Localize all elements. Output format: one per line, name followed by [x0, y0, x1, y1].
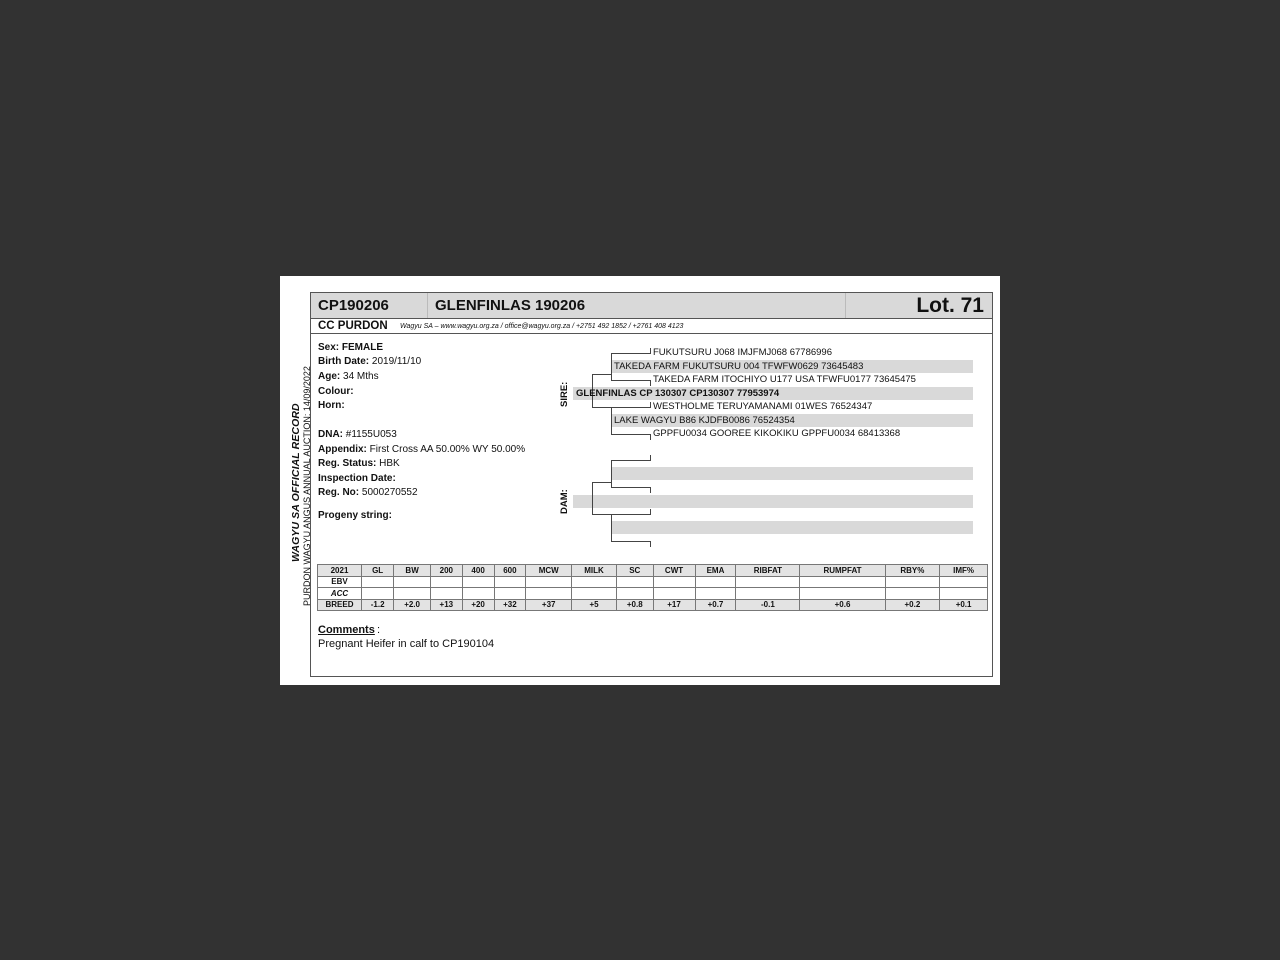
- ebv-cell: [736, 576, 800, 588]
- ebv-col-rby: RBY%: [885, 565, 940, 577]
- breed-row-label: BREED: [318, 599, 362, 611]
- animal-code: CP190206: [311, 293, 428, 318]
- ebv-cell: [394, 576, 431, 588]
- dam-label: DAM:: [559, 489, 570, 514]
- sdd-connector: [611, 434, 651, 435]
- sire-bracket-top: [592, 374, 611, 375]
- owner-name: CC PURDON: [318, 320, 388, 332]
- sire-dam-bracket: [611, 407, 612, 435]
- ebv-col-ribfat: RIBFAT: [736, 565, 800, 577]
- acc-cell: [800, 588, 885, 600]
- sire-sire-bracket-upper: [611, 353, 612, 367]
- sire-sire-bracket-lower: [611, 367, 612, 381]
- detail-dna: DNA: #1155U053: [318, 429, 397, 440]
- acc-cell: [736, 588, 800, 600]
- ebv-col-sc: SC: [616, 565, 653, 577]
- dam-sire-bar: [611, 467, 973, 480]
- breed-cell: +0.7: [695, 599, 736, 611]
- comments-colon: :: [377, 624, 381, 636]
- breed-cell: -0.1: [736, 599, 800, 611]
- breed-cell: +0.1: [940, 599, 988, 611]
- breed-cell: +0.6: [800, 599, 885, 611]
- breed-cell: +32: [494, 599, 526, 611]
- ebv-col-milk: MILK: [572, 565, 617, 577]
- detail-age: Age: 34 Mths: [318, 371, 379, 382]
- ebv-cell: [800, 576, 885, 588]
- ebv-cell: [695, 576, 736, 588]
- detail-progeny-string: Progeny string:: [318, 510, 392, 521]
- card-header: [311, 293, 992, 319]
- owner-row: [311, 319, 992, 334]
- side-subtitle: PURDON WAGYU ANGUS ANNUAL AUCTION: 14/09/2022: [302, 366, 312, 606]
- detail-reg-no: Reg. No: 5000270552: [318, 487, 418, 498]
- ebv-col-bw: BW: [394, 565, 431, 577]
- ebv-year: 2021: [318, 565, 362, 577]
- detail-sex: Sex: FEMALE: [318, 342, 384, 353]
- breed-row: [318, 599, 988, 611]
- dam-sire-bracket: [611, 460, 612, 488]
- ebv-cell: [653, 576, 695, 588]
- ssd-tick: [650, 380, 651, 386]
- pedigree-sss: FUKUTSURU J068 IMJFMJ068 67786996: [653, 347, 832, 358]
- ebv-cell: [462, 576, 494, 588]
- pedigree-sdd: GPPFU0034 GOOREE KIKOKIKU GPPFU0034 68413368: [653, 428, 901, 439]
- ebv-cell: [885, 576, 940, 588]
- acc-cell: [885, 588, 940, 600]
- ebv-col-cwt: CWT: [653, 565, 695, 577]
- pedigree-sds: WESTHOLME TERUYAMANAMI 01WES 76524347: [653, 401, 873, 412]
- acc-row: [318, 588, 988, 600]
- ebv-col-400: 400: [462, 565, 494, 577]
- breed-cell: +37: [526, 599, 572, 611]
- ebv-cell: [362, 576, 394, 588]
- detail-reg-status: Reg. Status: HBK: [318, 458, 400, 469]
- ssd-connector: [611, 380, 651, 381]
- ebv-header-row: [318, 565, 988, 577]
- sire-label: SIRE:: [559, 381, 570, 407]
- detail-inspection-date: Inspection Date:: [318, 473, 396, 484]
- breed-cell: +13: [430, 599, 462, 611]
- ebv-table: [317, 564, 988, 611]
- ebv-cell: [430, 576, 462, 588]
- lot-number: Lot. 71: [916, 294, 984, 317]
- ebv-cell: [940, 576, 988, 588]
- dam-bracket-vertical: [592, 482, 593, 515]
- detail-birth-date: Birth Date: 2019/11/10: [318, 356, 422, 367]
- acc-cell: [362, 588, 394, 600]
- acc-cell: [526, 588, 572, 600]
- dam-bracket-top: [592, 482, 611, 483]
- acc-cell: [616, 588, 653, 600]
- ddd-tick: [650, 541, 651, 547]
- sire-bracket-bottom: [592, 407, 611, 408]
- dsd-tick: [650, 487, 651, 493]
- ddd-connector: [611, 541, 651, 542]
- dam-bracket-bottom: [592, 514, 611, 515]
- acc-cell: [653, 588, 695, 600]
- breed-cell: +17: [653, 599, 695, 611]
- acc-cell: [940, 588, 988, 600]
- detail-colour: Colour:: [318, 386, 354, 397]
- dds-connector: [611, 514, 651, 515]
- breed-cell: +5: [572, 599, 617, 611]
- contact-info: Wagyu SA – www.wagyu.org.za / office@wagyu.org.za / +2751 492 1852 / +2761 408 4123: [400, 323, 684, 330]
- dss-tick: [650, 455, 651, 461]
- pedigree-sire: GLENFINLAS CP 130307 CP130307 77953974: [576, 388, 780, 399]
- breed-cell: +0.2: [885, 599, 940, 611]
- breed-cell: +2.0: [394, 599, 431, 611]
- breed-cell: +0.8: [616, 599, 653, 611]
- ebv-cell: [572, 576, 617, 588]
- acc-cell: [494, 588, 526, 600]
- pedigree-ssd: TAKEDA FARM ITOCHIYO U177 USA TFWFU0177 73645475: [653, 374, 916, 385]
- comments-text: Pregnant Heifer in calf to CP190104: [318, 638, 495, 650]
- sds-connector: [611, 407, 651, 408]
- pedigree-sire-dam: LAKE WAGYU B86 KJDFB0086 76524354: [614, 415, 795, 426]
- dds-tick: [650, 509, 651, 515]
- ebv-col-imf: IMF%: [940, 565, 988, 577]
- breed-cell: -1.2: [362, 599, 394, 611]
- detail-horn: Horn:: [318, 400, 345, 411]
- ebv-cell: [494, 576, 526, 588]
- ebv-cell: [526, 576, 572, 588]
- animal-card: [310, 292, 993, 677]
- detail-appendix: Appendix: First Cross AA 50.00% WY 50.00%: [318, 444, 526, 455]
- sds-tick: [650, 402, 651, 408]
- ebv-cell: [616, 576, 653, 588]
- record-sheet: [280, 276, 1000, 685]
- comments-label: Comments: [318, 624, 375, 636]
- ebv-row-label: EBV: [318, 576, 362, 588]
- acc-cell: [430, 588, 462, 600]
- ebv-col-gl: GL: [362, 565, 394, 577]
- ebv-col-200: 200: [430, 565, 462, 577]
- dss-connector: [611, 460, 651, 461]
- ebv-col-ema: EMA: [695, 565, 736, 577]
- dam-dam-bar: [611, 521, 973, 534]
- side-title: WAGYU SA OFFICIAL RECORD: [290, 403, 302, 562]
- sdd-tick: [650, 434, 651, 440]
- acc-cell: [572, 588, 617, 600]
- acc-cell: [695, 588, 736, 600]
- ebv-col-rumpfat: RUMPFAT: [800, 565, 885, 577]
- ebv-col-600: 600: [494, 565, 526, 577]
- dam-bar: [573, 495, 973, 508]
- acc-row-label: ACC: [318, 588, 362, 600]
- dsd-connector: [611, 487, 651, 488]
- breed-cell: +20: [462, 599, 494, 611]
- sss-tick: [650, 348, 651, 354]
- animal-name: GLENFINLAS 190206: [428, 293, 846, 318]
- pedigree-sire-sire: TAKEDA FARM FUKUTSURU 004 TFWFW0629 73645483: [614, 361, 864, 372]
- sss-connector: [611, 353, 651, 354]
- ebv-col-mcw: MCW: [526, 565, 572, 577]
- dam-dam-bracket: [611, 514, 612, 542]
- ebv-row: [318, 576, 988, 588]
- acc-cell: [394, 588, 431, 600]
- acc-cell: [462, 588, 494, 600]
